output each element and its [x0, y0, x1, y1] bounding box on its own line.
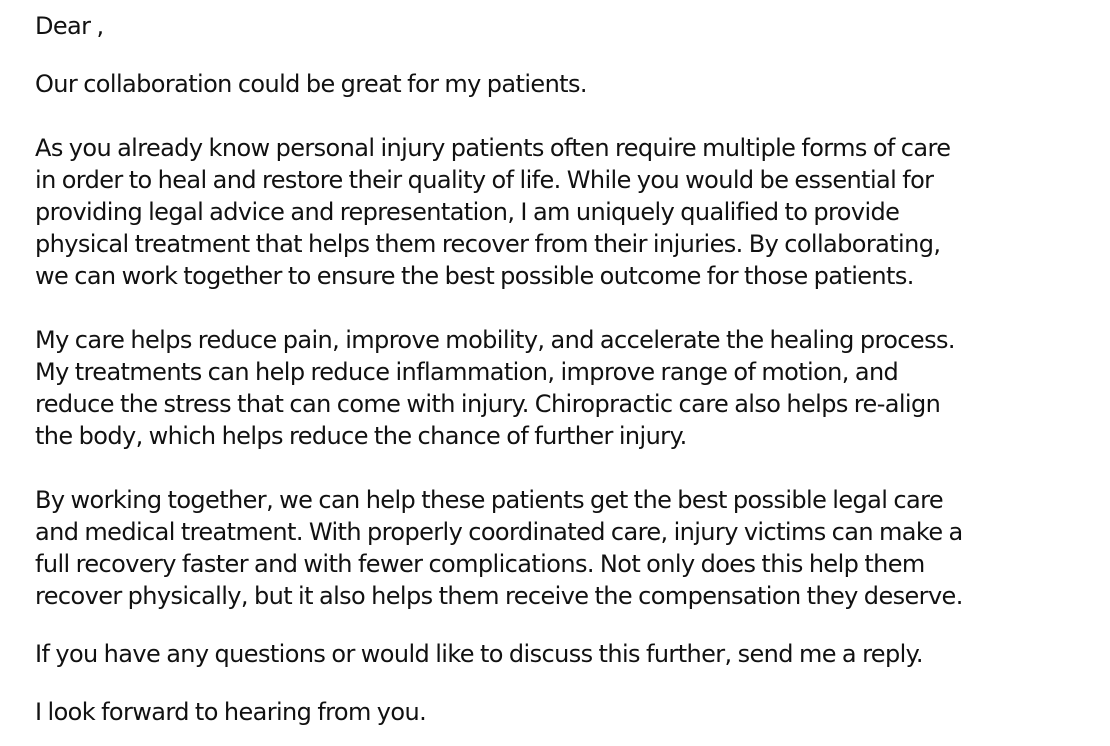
paragraph-3-line: By working together, we can help these patients get the best possible legal care: [35, 486, 943, 514]
closing-line: I look forward to hearing from you.: [35, 698, 427, 726]
paragraph-2-line: My treatments can help reduce inflammation, improve range of motion, and: [35, 358, 899, 386]
paragraph-3: [35, 484, 1110, 612]
paragraph-1-line: As you already know personal injury patients often require multiple forms of care: [35, 134, 951, 162]
paragraph-2-line: the body, which helps reduce the chance of further injury.: [35, 422, 687, 450]
intro-paragraph: Our collaboration could be great for my patients.: [35, 70, 587, 98]
paragraph-3-line: recover physically, but it also helps them receive the compensation they deserve.: [35, 582, 963, 610]
paragraph-1-line: in order to heal and restore their quality of life. While you would be essential for: [35, 166, 934, 194]
paragraph-2: [35, 324, 1110, 452]
paragraph-1-line: we can work together to ensure the best possible outcome for those patients.: [35, 262, 914, 290]
paragraph-1-line: physical treatment that helps them recover from their injuries. By collaborating,: [35, 230, 941, 258]
paragraph-3-line: and medical treatment. With properly coordinated care, injury victims can make a: [35, 518, 963, 546]
paragraph-1: [35, 132, 1110, 292]
paragraph-3-line: full recovery faster and with fewer complications. Not only does this help them: [35, 550, 925, 578]
greeting: Dear ,: [35, 12, 104, 40]
paragraph-1-line: providing legal advice and representation, I am uniquely qualified to provide: [35, 198, 900, 226]
paragraph-2-line: reduce the stress that can come with injury. Chiropractic care also helps re-align: [35, 390, 941, 418]
questions-paragraph: If you have any questions or would like to discuss this further, send me a reply.: [35, 640, 923, 668]
paragraph-2-line: My care helps reduce pain, improve mobility, and accelerate the healing process.: [35, 326, 955, 354]
